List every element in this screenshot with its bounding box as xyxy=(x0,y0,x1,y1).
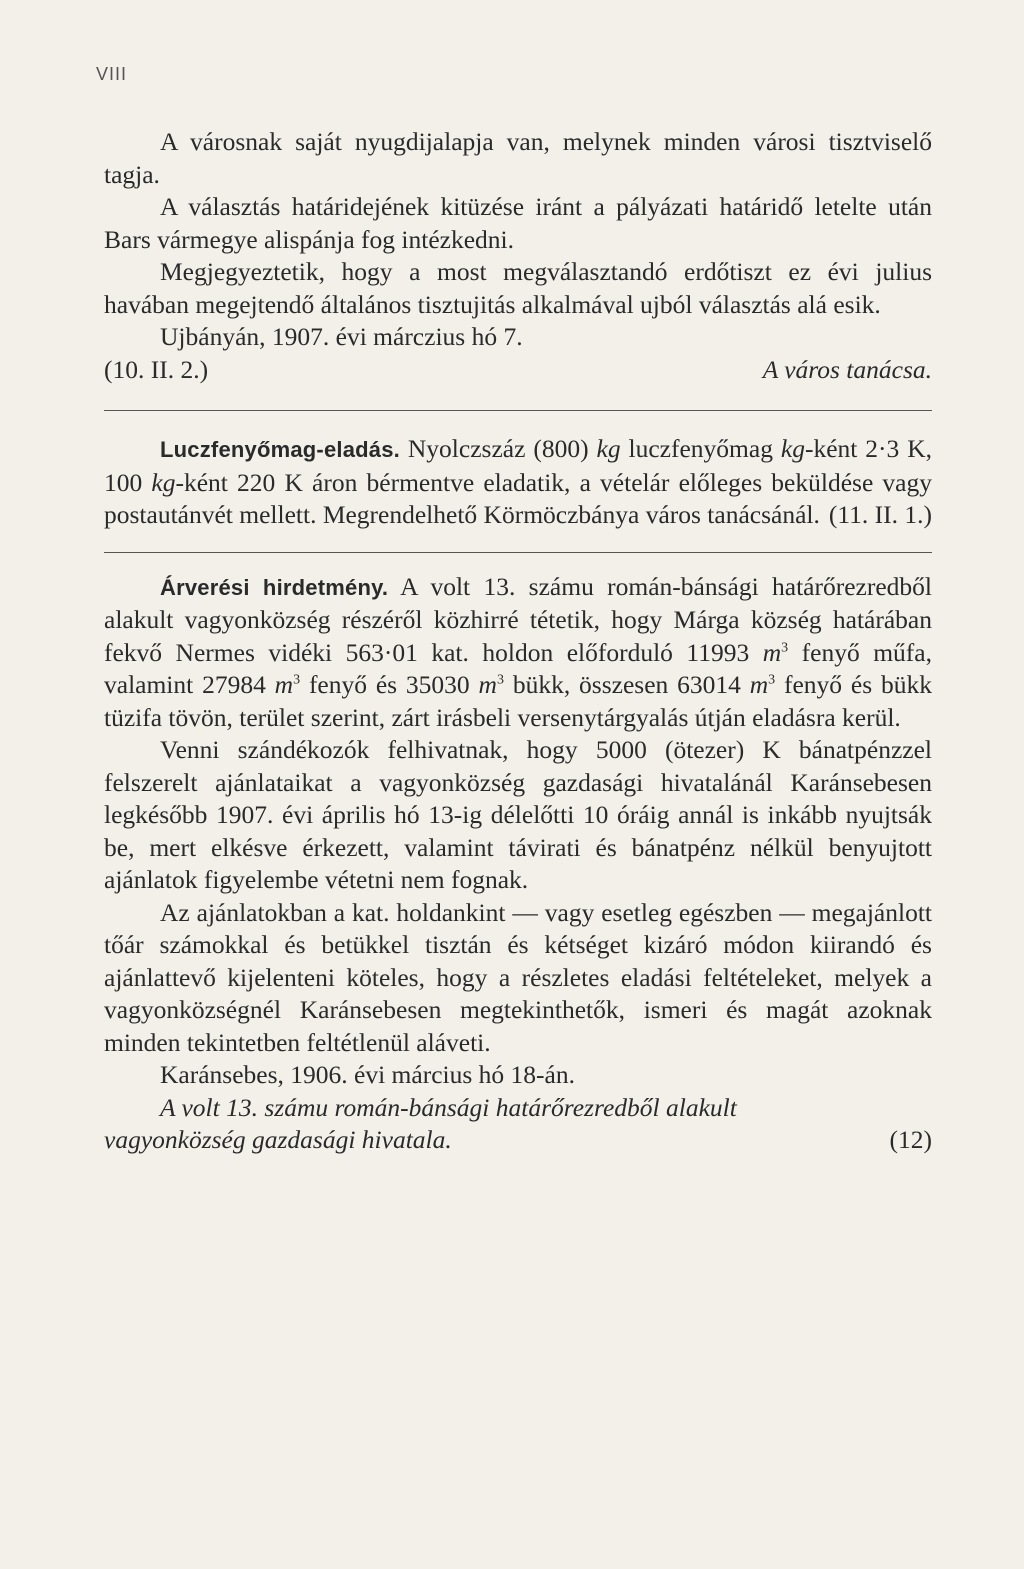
unit-kg: kg xyxy=(596,434,621,463)
unit-m: m xyxy=(478,670,497,699)
paragraph: A választás határidejének kitüzése iránt a pályázati határidő letelte után Bars vármegye alispánja fog intézkedni. xyxy=(104,192,932,254)
unit-m: m xyxy=(274,670,294,699)
unit-exponent: 3 xyxy=(293,672,301,688)
paragraph: Megjegyeztetik, hogy a most megválasztandó erdőtiszt ez évi julius havában megejtendő általános tisztujitás alkalmával ujból választás alá esik. xyxy=(104,257,932,319)
page-content xyxy=(104,126,932,1157)
text-run: -ként 2·3 K, 100 xyxy=(104,434,932,497)
page-number: VIII xyxy=(96,64,128,84)
unit-m: m xyxy=(762,637,782,667)
text-run: A volt 13. számu román-bánsági határőrezredből alakult vagyonközség részéről közhirré tétetik, hogy Márga község határában fekvő Nermes vidéki 563·01 kat. holdon előforduló 11993 xyxy=(104,571,932,667)
text-run: bükk, összesen 63014 xyxy=(503,670,750,699)
notice-date: Ujbányán, 1907. évi márczius hó 7. xyxy=(160,322,523,351)
notice-spruce-seed-sale xyxy=(104,433,932,532)
paragraph xyxy=(104,571,932,735)
paragraph: Az ajánlatokban a kat. holdankint — vagy esetleg egészben — megajánlott tőár számokkal és betükkel tisztán és kétséget kizáró módon kiirandó és ajánlattevő kijelenteni köteles, hogy a részletes eladási feltételeket, melyek a vagyonközségnél Karánsebesen megtekinthetők, ismeri és magát azoknak minden tekintetben feltétlenül aláveti. xyxy=(104,897,932,1057)
notice-signature-line-1: A volt 13. számu román-bánsági határőrezredből alakult xyxy=(160,1092,737,1122)
notice-auction xyxy=(104,571,932,1157)
unit-exponent: 3 xyxy=(496,672,504,688)
notice-heading: Árverési hirdetmény. xyxy=(160,574,389,600)
text-run: fenyő és bükk tüzifa tövön, terület szerint, zárt irásbeli versenytárgyalás útján eladásra kerül. xyxy=(104,670,932,732)
notice-date: Karánsebes, 1906. évi március hó 18-án. xyxy=(160,1060,575,1089)
paragraph: A városnak saját nyugdijalapja van, melynek minden városi tisztviselő tagja. xyxy=(104,127,932,189)
notice-reference: (10. II. 2.) xyxy=(104,354,209,384)
notice-forester-election xyxy=(104,126,932,386)
notice-signature: A város tanácsa. xyxy=(762,354,932,384)
unit-exponent: 3 xyxy=(768,672,776,688)
text-run: luczfenyőmag xyxy=(620,434,781,463)
notice-footer xyxy=(104,354,932,387)
notice-reference: (11. II. 1.) xyxy=(828,500,932,529)
notice-footer xyxy=(104,1124,932,1157)
text-run: Nyolczszáz (800) xyxy=(399,434,597,463)
unit-kg: kg xyxy=(151,467,176,497)
section-divider xyxy=(104,410,932,411)
text-run: fenyő és 35030 xyxy=(300,670,479,699)
paragraph: Venni szándékozók felhivatnak, hogy 5000 (ötezer) K bánatpénzzel felszerelt ajánlataikat a vagyonközség gazdasági hivatalánál Karánsebesen legkésőbb 1907. évi április hó 13-ig délelőtti 10 óráig annál is inkább nyujtsák be, mert elkésve érkezett, valamint távirati és bánatpénz nélkül benyujtott ajánlatok figyelembe vétetni nem fognak. xyxy=(104,735,932,894)
notice-reference: (12) xyxy=(889,1125,932,1154)
notice-signature-line-2: vagyonközség gazdasági hivatala. xyxy=(104,1125,452,1154)
text-run: fenyő műfa, valamint 27984 xyxy=(104,637,932,699)
section-divider xyxy=(104,552,932,553)
paragraph xyxy=(104,433,932,532)
text-run: -ként 220 K áron bérmentve eladatik, a vételár előleges beküldése vagy postautánvét mellett. Megrendelhető Körmöczbánya város tanácsánál. xyxy=(104,467,932,529)
unit-m: m xyxy=(749,670,769,699)
notice-heading: Luczfenyőmag-eladás. xyxy=(160,437,400,462)
unit-exponent: 3 xyxy=(781,640,789,655)
unit-kg: kg xyxy=(780,434,805,463)
